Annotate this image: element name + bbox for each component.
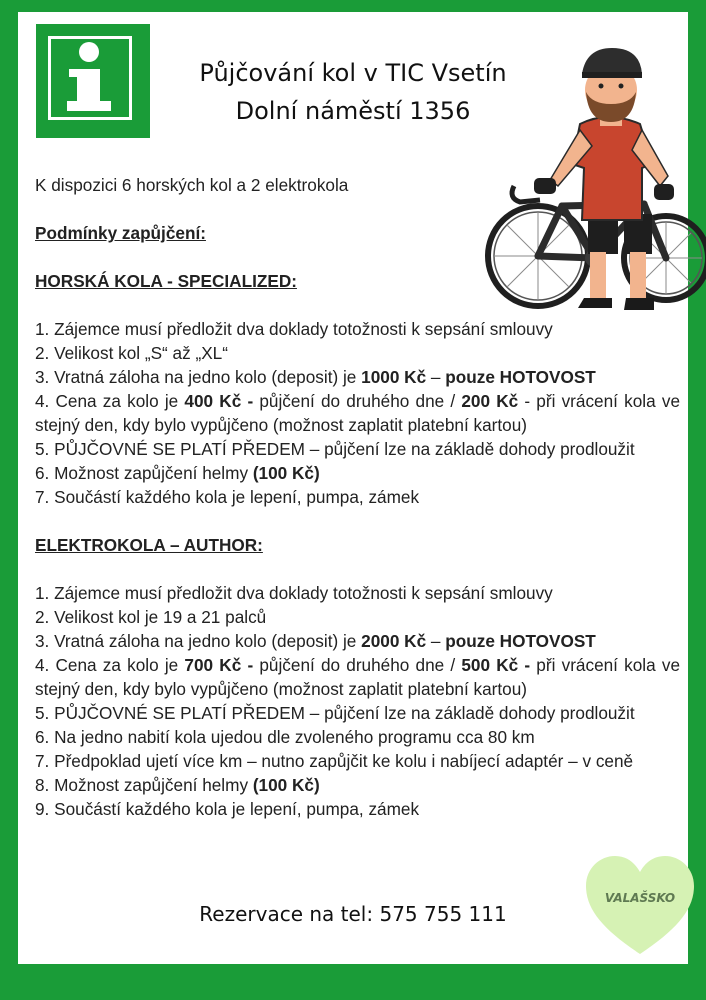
list-item: 8. Možnost zapůjčení helmy (100 Kč): [35, 775, 320, 795]
conditions-heading: Podmínky zapůjčení:: [35, 223, 206, 243]
ebike-heading: ELEKTROKOLA – AUTHOR:: [35, 535, 263, 555]
list-item: 2. Velikost kol „S“ až „XL“: [35, 343, 228, 363]
list-item: 3. Vratná záloha na jedno kolo (deposit) je 2000 Kč – pouze HOTOVOST: [35, 631, 596, 651]
list-item: 4. Cena za kolo je 700 Kč - půjčení do druhého dne / 500 Kč - při vrácení kola ve stejný den, kdy bylo vypůjčeno (možnost zaplatit platební kartou): [35, 655, 681, 699]
reservation-line: Rezervace na tel: 575 755 111: [199, 902, 507, 926]
list-item: 4. Cena za kolo je 400 Kč - půjčení do druhého dne / 200 Kč - při vrácení kola ve stejný den, kdy bylo vypůjčeno (možnost zaplatit platební kartou): [35, 391, 681, 435]
list-item: 3. Vratná záloha na jedno kolo (deposit) je 1000 Kč – pouze HOTOVOST: [35, 367, 596, 387]
rental-conditions: [35, 173, 680, 821]
list-item: 5. PŮJČOVNÉ SE PLATÍ PŘEDEM – půjčení lze na základě dohody prodloužit: [35, 703, 635, 723]
list-item: 1. Zájemce musí předložit dva doklady totožnosti k sepsání smlouvy: [35, 583, 553, 603]
list-item: 1. Zájemce musí předložit dva doklady totožnosti k sepsání smlouvy: [35, 319, 553, 339]
list-item: 2. Velikost kol je 19 a 21 palců: [35, 607, 267, 627]
list-item: 7. Předpoklad ujetí více km – nutno zapůjčit ke kolu i nabíjecí adaptér – v ceně: [35, 751, 634, 771]
list-item: 6. Možnost zapůjčení helmy (100 Kč): [35, 463, 320, 483]
list-item: 5. PŮJČOVNÉ SE PLATÍ PŘEDEM – půjčení lze na základě dohody prodloužit: [35, 439, 635, 459]
intro-text: K dispozici 6 horských kol a 2 elektrokola: [35, 175, 349, 195]
heart-label: VALAŠSKO: [604, 891, 676, 905]
mtb-heading: HORSKÁ KOLA - SPECIALIZED:: [35, 271, 297, 291]
info-icon: [36, 24, 150, 138]
list-item: 7. Součástí každého kola je lepení, pumpa, zámek: [35, 487, 420, 507]
list-item: 6. Na jedno nabití kola ujedou dle zvoleného programu cca 80 km: [35, 727, 535, 747]
title-line-2: Dolní náměstí 1356: [235, 97, 471, 125]
title-line-1: Půjčování kol v TIC Vsetín: [199, 59, 507, 87]
list-item: 9. Součástí každého kola je lepení, pumpa, zámek: [35, 799, 420, 819]
